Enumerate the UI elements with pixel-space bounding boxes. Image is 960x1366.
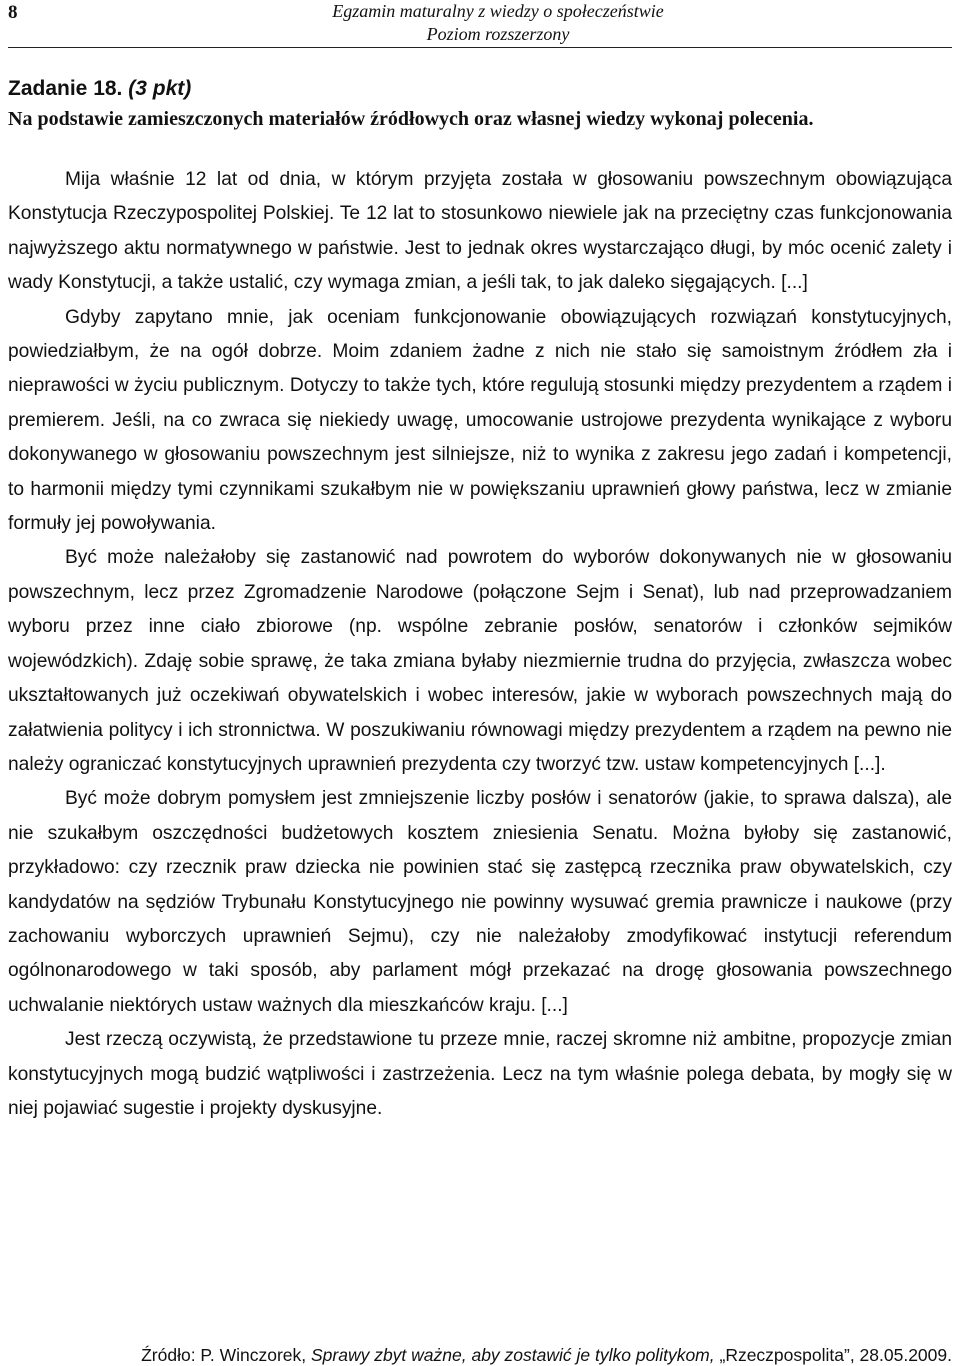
- header-divider: [8, 47, 952, 48]
- exam-title: Egzamin maturalny z wiedzy o społeczeństwie: [332, 1, 664, 21]
- page-header: [8, 0, 952, 48]
- source-paragraph: Być może dobrym pomysłem jest zmniejszenie liczby posłów i senatorów (jakie, to sprawa dalsza), ale nie szukałbym oszczędności budżetowych kosztem zniesienia Senatu. Można byłoby się zastanowić, przykładowo: czy rzecznik praw dziecka nie powinien stać się zastępcą rzecznika praw obywatelskich, czy kandydatów na sędziów Trybunału Konstytucyjnego nie powinny wysuwać gremia prawnicze i naukowe (przy zachowaniu wyborczych uprawnień Sejmu), czy nie należałoby zmodyfikować instytucji referendum ogólnonarodowego w taki sposób, aby parlament mógł przekazać na drogę głosowania powszechnego uchwalanie niektórych ustaw ważnych dla mieszkańców kraju. [...]: [8, 788, 952, 1016]
- task-points: (3 pkt): [128, 77, 192, 100]
- source-paragraph: Być może należałoby się zastanowić nad powrotem do wyborów dokonywanych nie w głosowaniu powszechnym, lecz przez Zgromadzenie Narodowe (połączone Sejm i Senat), lub nad przeprowadzaniem wyboru przez inne ciało zbiorowe (np. wspólne zebranie posłów, senatorów i członków sejmików wojewódzkich). Zdaję sobie sprawę, że taka zmiana byłaby niezmiernie trudna do przyjęcia, zwłaszcza wobec ukształtowanych już oczekiwań obywatelskich i wobec interesów, jakie w wyborach powszechnych mają do załatwienia politycy i ich stronnictwa. W poszukiwaniu równowagi między prezydentem a rządem na pewno nie należy ograniczać konstytucyjnych uprawnień prezydenta czy tworzyć tzw. ustaw kompetencyjnych [...].: [8, 547, 952, 775]
- citation-author: Źródło: P. Winczorek,: [141, 1345, 311, 1365]
- citation-title: Sprawy zbyt ważne, aby zostawić je tylko politykom,: [310, 1345, 715, 1365]
- source-text: [8, 163, 952, 1126]
- header-titles: [198, 0, 798, 46]
- exam-level: Poziom rozszerzony: [426, 24, 570, 44]
- source-citation: [141, 1344, 952, 1366]
- task-label: Zadanie 18.: [8, 77, 123, 100]
- source-paragraph: Gdyby zapytano mnie, jak oceniam funkcjonowanie obowiązujących rozwiązań konstytucyjnych, powiedziałbym, że na ogół dobrze. Moim zdaniem żadne z nich nie stało się samoistnym źródłem zła i nieprawości w życiu publicznym. Dotyczy to także tych, które regulują stosunki między prezydentem a rządem i premierem. Jeśli, na co zwraca się niekiedy uwagę, umocowanie ustrojowe prezydenta wynikające z wyboru dokonywanego w głosowaniu powszechnym jest silniejsze, niż to wynika z zakresu jego zadań i kompetencji, to harmonii między tymi czynnikami szukałbym nie w powiększaniu uprawnień głowy państwa, lecz w zmianie formuły jej powoływania.: [8, 306, 952, 535]
- source-paragraph: Jest rzeczą oczywistą, że przedstawione tu przeze mnie, raczej skromne niż ambitne, propozycje zmian konstytucyjnych mogą budzić wątpliwości i zastrzeżenia. Lecz na tym właśnie polega debata, by mogły się w niej pojawiać sugestie i projekty dyskusyjne.: [8, 1029, 952, 1119]
- task-instruction: Na podstawie zamieszczonych materiałów źródłowych oraz własnej wiedzy wykonaj polecenia.: [8, 108, 814, 130]
- source-paragraph: Mija właśnie 12 lat od dnia, w którym przyjęta została w głosowaniu powszechnym obowiązująca Konstytucja Rzeczypospolitej Polskiej. Te 12 lat to stosunkowo niewiele jak na przeciętny czas funkcjonowania najwyższego aktu normatywnego w państwie. Jest to jednak okres wystarczająco długi, by móc ocenić zalety i wady Konstytucji, a także ustalić, czy wymaga zmian, a jeśli tak, to jak daleko sięgających. [...]: [8, 169, 952, 294]
- task-heading: [8, 76, 952, 102]
- page-number: 8: [8, 2, 18, 23]
- citation-publication: „Rzeczpospolita”, 28.05.2009.: [714, 1345, 952, 1365]
